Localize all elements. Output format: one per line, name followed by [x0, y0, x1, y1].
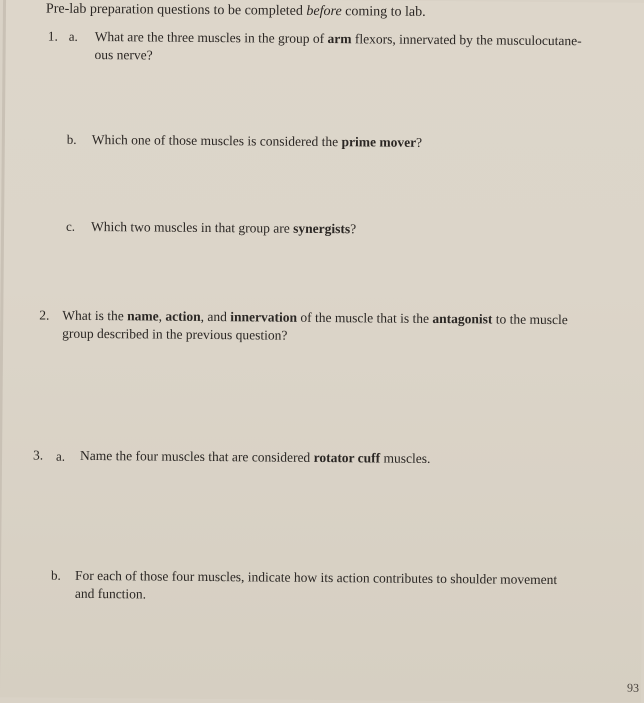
q3a-text: Name the four muscles that are considered rotator cuff muscles. [80, 447, 431, 466]
q1a-letter: a. [68, 28, 78, 44]
q1c-text: Which two muscles in that group are synergists? [91, 218, 357, 237]
header-emphasis: before [306, 3, 342, 20]
q2-number: 2. [39, 307, 50, 323]
q1b-letter: b. [66, 131, 77, 147]
q1b-text: Which one of those muscles is considered the prime mover? [91, 131, 423, 150]
q1c-letter: c. [66, 218, 76, 234]
q1a-text: What are the three muscles in the group of arm flexors, innervated by the musculocutane- ous nerve? [94, 29, 582, 63]
q3a-letter: a. [55, 448, 66, 464]
q3-number: 3. [33, 447, 44, 463]
q3b-letter: b. [50, 567, 61, 583]
q3b-text: For each of those four muscles, indicate how its action contributes to shoulder movement and function. [74, 567, 558, 602]
page-header: Pre-lab preparation questions to be completed before coming to lab. [45, 1, 426, 20]
page-number: 93 [627, 680, 640, 695]
q1-number: 1. [47, 28, 58, 44]
q2-text: What is the name, action, and innervation of the muscle that is the antagonist to the muscle group described in the previous question? [62, 307, 568, 343]
